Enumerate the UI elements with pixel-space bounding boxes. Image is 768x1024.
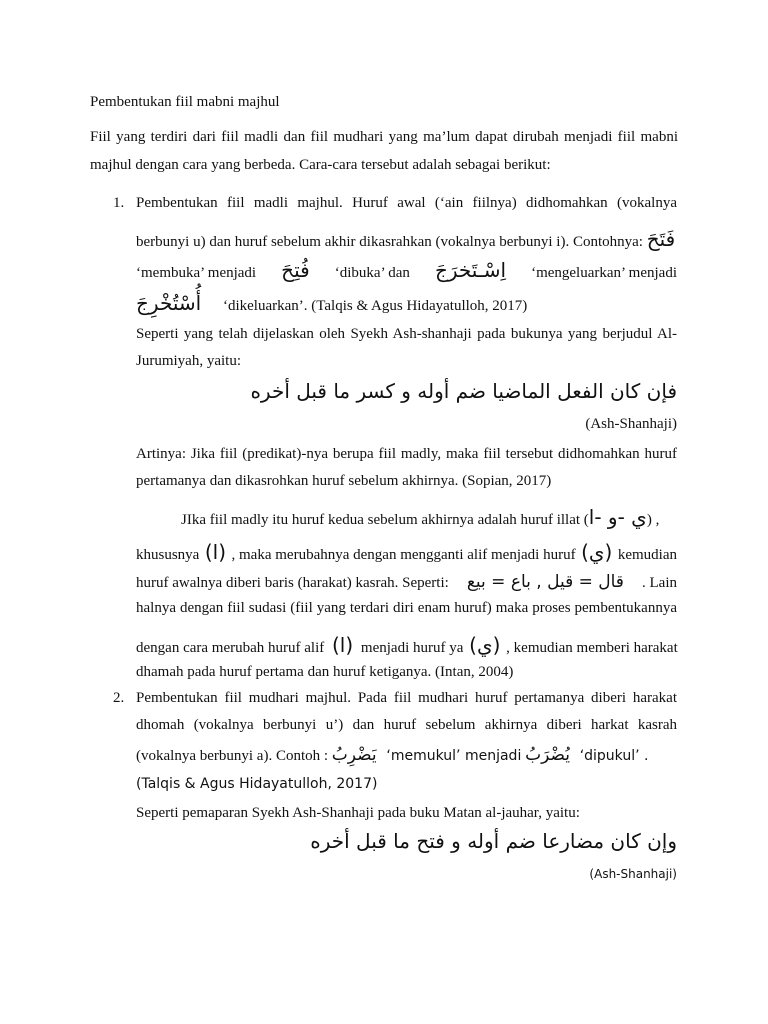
arabic-ya-letter: (ي)	[581, 540, 613, 564]
item1-line-1: Pembentukan fiil madli majhul. Huruf awal (‘ain fiilnya) didhomahkan (vokalnya	[136, 195, 677, 211]
item2-line-4: (Talqis & Agus Hidayatulloh, 2017)	[136, 776, 378, 792]
list-number-2: 2.	[113, 690, 125, 706]
arabic-example-yudrabu: يُضْرَبُ	[525, 745, 570, 765]
page-title: Pembentukan fiil mabni majhul	[90, 94, 280, 110]
item1-artinya-line-1: Artinya: Jika fiil (predikat)-nya berupa fiil madly, maka fiil tersebut didhomahkan huruf	[136, 446, 677, 462]
item2-para-line: Seperti pemaparan Syekh Ash-Shanhaji pada buku Matan al-jauhar, yaitu:	[136, 805, 580, 821]
alif-text-1: dengan cara merubah huruf alif	[136, 640, 325, 656]
item1-line-3-text-1: ‘membuka’ menjadi	[136, 265, 257, 281]
item2-line-2: dhomah (vokalnya berbunyi u’) dan huruf sebelum akhirnya diberi harkat kasrah	[136, 717, 677, 733]
item1-line-2	[136, 227, 675, 251]
item1-line-4-text: ‘dikeluarkan’. (Talqis & Agus Hidayatulloh, 2017)	[222, 298, 528, 314]
item2-line-3	[136, 745, 648, 765]
arabic-example-fataha: فَتَحَ	[646, 227, 676, 251]
item1-line-3-text-2: ‘dibuka’ dan	[334, 265, 410, 281]
khususnya-text-2: , maka merubahnya dengan mengganti alif menjadi huruf	[231, 547, 576, 563]
intro-line-2: majhul dengan cara yang berbeda. Cara-cara tersebut adalah sebagai berikut:	[90, 157, 551, 173]
list-number-1: 1.	[113, 195, 125, 211]
quote-source-1: (Ash-Shanhaji)	[585, 416, 677, 432]
item2-line-3-text-2: ‘memukul’ menjadi	[386, 748, 522, 764]
alif-text-3: , kemudian memberi harakat	[506, 640, 678, 656]
arabic-alif-letter: (ا)	[204, 540, 227, 564]
item1-line-3-text-3: ‘mengeluarkan’ menjadi	[531, 265, 677, 281]
item1-artinya-line-2: pertamanya dan dikasrohkan huruf sebelum akhirnya. (Sopian, 2017)	[136, 473, 552, 489]
arabic-quote-1: فإن كان الفعل الماضيا ضم أوله و كسر ما قبل أخره	[250, 379, 677, 403]
alif-text-2: menjadi huruf ya	[360, 640, 464, 656]
quote-source-2: (Ash-Shanhaji)	[589, 867, 677, 881]
illat-end: ) ,	[646, 512, 660, 528]
arabic-example-istakhraja: اِسْـتَخرَجَ	[434, 258, 507, 282]
item1-illat-line	[181, 505, 659, 529]
item1-para1-line-2: Jurumiyah, yaitu:	[136, 353, 241, 369]
arabic-quote-2: وإن كان مضارعا ضم أوله و فتح ما قبل أخره	[310, 829, 677, 853]
item1-alif-line	[136, 633, 678, 657]
arabic-ya-letter-2: (ي)	[469, 633, 501, 657]
arabic-example-yadribu: يَضْرِبُ	[331, 745, 377, 765]
item1-line-4	[136, 291, 527, 315]
item1-dhamah-line: dhamah pada huruf pertama dan huruf ketiganya. (Intan, 2004)	[136, 664, 514, 680]
khususnya-text-3: kemudian	[617, 547, 677, 563]
item1-khususnya-line	[136, 540, 677, 564]
item1-halnya-line: halnya dengan fiil sudasi (fiil yang terdari diri enam huruf) maka proses pembentukannya	[136, 600, 677, 616]
arabic-alif-letter-2: (ا)	[332, 633, 354, 657]
item2-line-1: Pembentukan fiil mudhari majhul. Pada fiil mudhari huruf pertamanya diberi harakat	[136, 690, 677, 706]
item2-line-3-text-3: ‘dipukul’ .	[579, 748, 649, 764]
item1-line-2-text: berbunyi u) dan huruf sebelum akhir dikasrahkan (vokalnya berbunyi i). Contohnya:	[136, 234, 643, 250]
intro-line-1: Fiil yang terdiri dari fiil madli dan fiil mudhari yang ma’lum dapat dirubah menjadi fiil mabni	[90, 129, 678, 145]
arabic-seperti-example: قال = قيل , باع = بيع	[466, 572, 624, 592]
khususnya-text-1: khususnya	[136, 547, 200, 563]
arabic-example-futiha: فُتِحَ	[281, 258, 310, 282]
illat-letters: ي -و -ا	[588, 505, 647, 529]
item1-para1-line-1: Seperti yang telah dijelaskan oleh Syekh Ash-shanhaji pada bukunya yang berjudul Al-	[136, 326, 677, 342]
illat-text: JIka fiil madly itu huruf kedua sebelum akhirnya adalah huruf illat (	[181, 512, 589, 528]
item1-seperti-line	[136, 572, 677, 592]
arabic-example-ustukhrija: أُسْتُخْرِجَ	[136, 291, 202, 315]
item2-line-3-text-1: (vokalnya berbunyi a). Contoh :	[136, 748, 329, 764]
seperti-text-1: huruf awalnya diberi baris (harakat) kasrah. Seperti:	[136, 575, 449, 591]
seperti-text-2: . Lain	[642, 575, 677, 591]
item1-line-3	[136, 258, 677, 282]
